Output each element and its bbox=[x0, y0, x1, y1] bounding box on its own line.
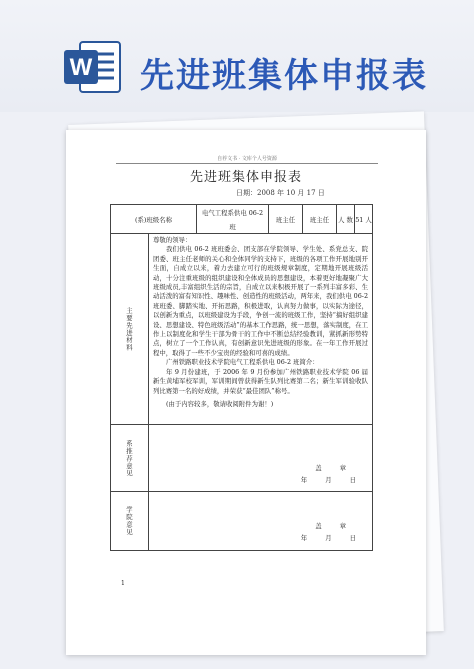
page-number: 1 bbox=[121, 580, 125, 587]
materials-label-cell bbox=[111, 234, 149, 425]
recommend-date-text: 年 月 日 bbox=[300, 476, 359, 484]
school-content-cell bbox=[149, 492, 373, 551]
school-seal-text: 盖 章 bbox=[315, 522, 355, 530]
dept-value-cell bbox=[197, 205, 269, 234]
document-page bbox=[66, 130, 426, 655]
school-date-text: 年 月 日 bbox=[300, 534, 359, 542]
date-label: 日期： bbox=[236, 189, 257, 197]
leader-label-cell: 班主任 bbox=[269, 205, 303, 234]
svg-text:W: W bbox=[69, 54, 93, 81]
materials-paragraph: 我们供电 06-2 班班委会、团支部在学院领导、学生处、系党总支、院团委、班主任老师的关心和全体同学的支持下，班级的各项工作开展地别开生面，自成立以来，着力去建立可行的班级规章制度，定期地开展班级活动，十分注重班级的组织建设和全体成员的思想建设，本着更好地凝聚广大班级成员,丰富组织生活的宗旨，自成立以来积极开展了一系列丰富多彩、生动活泼的富有知识性、趣味性、创造性的班级活动，两年来，我们供电 06-2 班班委、脚踏实地、开拓思路，积极进取，认真努力做事，以实际为途径，以创新为重点，以班级建设为手段，争创一流的班级工作，坚持“搞好组织建设、思想建设、特色班级活动”的基本工作思路，统一思想，落实制度，在工作上以制度化和学生干部为骨干的工作中不断总结经验教训，紧抓新形势特点，树立了一个工作认真，有创新意识先进班级的形象。在一年工作开展过程中，取得了一些不少宝贵的经验和可喜的成绩。 bbox=[153, 245, 369, 357]
count-value-cell: 51 人 bbox=[355, 205, 373, 234]
document-title: 先进班集体申报表 bbox=[189, 170, 302, 185]
count-label-cell: 人 数 bbox=[337, 205, 355, 234]
banner-title: 先进班集体申报表 bbox=[140, 56, 428, 96]
materials-intro-heading: 广州铁路职业技术学院电气工程系供电 06-2 班简介： bbox=[166, 358, 319, 367]
recommend-row bbox=[111, 425, 373, 492]
materials-label: 主要先进材料 bbox=[125, 306, 133, 352]
recommend-seal-text: 盖 章 bbox=[315, 464, 355, 472]
application-form-table bbox=[110, 204, 373, 551]
school-label: 学院意见 bbox=[125, 506, 133, 536]
header-line: 自荐文书 · 文库个人号资源 bbox=[116, 155, 378, 164]
top-banner bbox=[0, 0, 474, 112]
materials-intro-paragraph: 年 9 月份建班，于 2006 年 9 月份参加广州铁路职业技术学院 06 届新生黄埔军校军训，军训期间曾获得新生队列比赛第二名；新生军训验收队列比赛第一名的好成绩，并荣获“最佳团队”称号。 bbox=[153, 367, 369, 395]
recommend-label-cell bbox=[111, 425, 149, 492]
date-line bbox=[236, 188, 325, 198]
school-signature bbox=[149, 493, 372, 549]
school-label-cell bbox=[111, 492, 149, 551]
recommend-content-cell bbox=[149, 425, 373, 492]
word-document-icon bbox=[62, 40, 122, 94]
materials-row bbox=[111, 234, 373, 425]
dept-value-line2: 班 bbox=[229, 222, 236, 231]
recommend-signature bbox=[149, 427, 372, 489]
class-info-row bbox=[111, 205, 373, 234]
materials-content-cell bbox=[149, 234, 373, 425]
date-value: 2008 年 10 月 17 日 bbox=[257, 189, 325, 197]
materials-salutation: 尊敬的领导： bbox=[153, 236, 192, 244]
recommend-label: 系推荐意见 bbox=[125, 439, 133, 477]
school-row bbox=[111, 492, 373, 551]
leader-value-cell: 班主任 bbox=[303, 205, 337, 234]
dept-value-line1: 电气工程系供电 06-2 bbox=[201, 208, 264, 217]
materials-note: (由于内容较多，敬请收阅附件为谢！) bbox=[166, 399, 274, 408]
dept-label-cell: (系)班级名称 bbox=[111, 205, 197, 234]
